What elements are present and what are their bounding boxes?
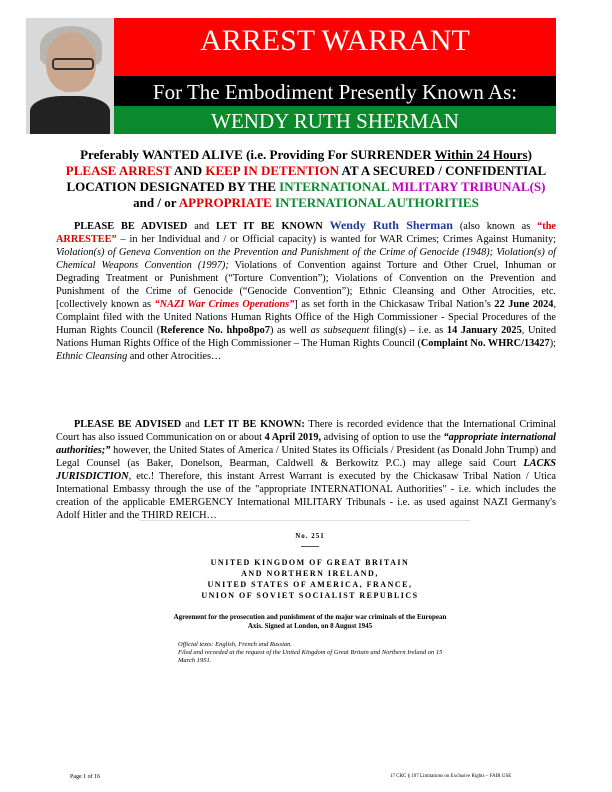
- treaty-note: Filed and recorded at the request of the United Kingdom of Great Britain and Northern Ireland on 15 March 1951.: [178, 649, 443, 664]
- headline-underlined: Within 24 Hours: [434, 147, 528, 162]
- photo-shoulders: [30, 96, 110, 134]
- para1-italic: Ethnic Cleansing: [56, 351, 128, 362]
- para1-date2: 14 January 2025: [446, 325, 522, 336]
- headline-text: Preferably WANTED ALIVE (i.e. Providing For SURRENDER: [80, 147, 435, 162]
- para2-text: There is recorded evidence that the International Criminal Court has also issued Communication on or about: [56, 419, 557, 443]
- headline-line4: [40, 195, 572, 211]
- treaty-nation-line: UNITED STATES OF AMERICA, FRANCE,: [207, 580, 413, 589]
- treaty-note: Official texts: English, French and Russian.: [178, 641, 293, 648]
- footer-note: 17 CRC § 107 Limitations on Exclusive Rights – FAIR USE: [390, 774, 512, 779]
- para1-text: – in her Individual and / or Official capacity) is wanted for WAR Crimes; Crimes Against Humanity;: [116, 234, 556, 245]
- headline-text: ): [527, 147, 532, 162]
- para2-known: LET IT BE KNOWN:: [203, 419, 305, 430]
- para1-text: , United Nations Human Rights Office of the High Commissioner – The Human Rights Council (: [56, 325, 556, 349]
- treaty-nations: [170, 557, 450, 601]
- treaty-number: No. 251: [295, 532, 325, 540]
- treaty-rule: [301, 546, 319, 547]
- para1-text: (also known as: [452, 221, 538, 232]
- para1-advised: PLEASE BE ADVISED: [74, 221, 188, 232]
- para1-ref: Reference No. hhpo8po7: [160, 325, 270, 336]
- para1-text: ) as well: [269, 325, 311, 336]
- para1-date1: 22 June 2024: [494, 299, 554, 310]
- headline-text: AT A SECURED / CONFIDENTIAL: [339, 163, 547, 178]
- banner-title: ARREST WARRANT: [200, 24, 470, 57]
- para1-complaint: Complaint No. WHRC/13427: [420, 338, 550, 349]
- treaty-nation-line: UNION OF SOVIET SOCIALIST REPUBLICS: [201, 591, 419, 600]
- headline-green: INTERNATIONAL AUTHORITIES: [271, 195, 479, 210]
- para1-italic: Violation(s) of Geneva Convention on the Prevention and Punishment of the Crime of Genocide (1948); Violation(s) of Chemical Weapons Convention (1997);: [56, 247, 556, 271]
- divider: [140, 520, 470, 521]
- para2-advised: PLEASE BE ADVISED: [74, 419, 182, 430]
- treaty-nation-line: AND NORTHERN IRELAND,: [241, 569, 379, 578]
- headline-red: PLEASE ARREST: [65, 163, 172, 178]
- banner-name: WENDY RUTH SHERMAN: [211, 109, 459, 133]
- paragraph-2: [56, 418, 556, 522]
- banner-subtitle: For The Embodiment Presently Known As:: [152, 80, 518, 104]
- para1-text: [323, 221, 330, 232]
- para1-text: filing(s) – i.e. as: [369, 325, 447, 336]
- para2-text: however, the United States of America / United States its Officials / President (as Donald John Trump) and Legal Counsel (as Baker, Donelson, Bearman, Caldwell & Berkowitz P.C.) may allege said Court: [56, 445, 556, 469]
- page-number: Page 1 of 16: [70, 774, 101, 780]
- para1-text: and other Atrocities…: [127, 351, 222, 362]
- para1-arrestee: “the ARRESTEE”: [56, 221, 556, 245]
- para1-text: );: [549, 338, 556, 349]
- para1-name: Wendy Ruth Sherman: [329, 218, 453, 232]
- para2-lacks: LACKS JURISDICTION: [56, 458, 556, 482]
- para1-text: , Complaint filed with the United Nations Human Rights Office of the High Commissioner - Special Procedures of the Human Rights Council (: [56, 299, 557, 336]
- headline-red: APPROPRIATE: [178, 195, 272, 210]
- para1-italic: as subsequent: [310, 325, 370, 336]
- headline-green: INTERNATIONAL: [279, 179, 389, 194]
- headline-text: AND: [171, 163, 206, 178]
- headline-text: LOCATION DESIGNATED BY THE: [66, 179, 280, 194]
- para1-text: and: [187, 221, 217, 232]
- headline: [40, 147, 572, 211]
- treaty-nation-line: UNITED KINGDOM OF GREAT BRITAIN: [210, 558, 410, 567]
- headline-line1: [40, 147, 572, 163]
- para2-text: and: [181, 419, 204, 430]
- para1-text: ] as set forth in the Chickasaw Tribal Nation’s: [294, 299, 495, 310]
- treaty-excerpt: [170, 532, 450, 665]
- para1-known: LET IT BE KNOWN: [216, 221, 323, 232]
- para1-nazi: “NAZI War Crimes Operations”: [154, 299, 295, 310]
- headline-magenta: MILITARY TRIBUNAL(S): [388, 179, 546, 194]
- para2-quote: “appropriate international authorities;”: [56, 432, 556, 456]
- para1-text: Violations of Convention against Torture and Other Cruel, Inhuman or Degrading Treatment or Punishment (“Torture Convention”); Violations of Convention on the Prevention and Punishment of the Crime of Genocide (“Genocide Convention”); Ethnic Cleansing and Other Atrocities, etc. [collectively known as: [56, 260, 557, 310]
- banner: [26, 18, 556, 134]
- headline-red: KEEP IN DETENTION: [205, 163, 339, 178]
- para2-text: , etc.! Therefore, this instant Arrest Warrant is executed by the Chickasaw Tribal Nation / Utica International Embassy through the use of the "appropriate INTERNATIONAL Authorities" - i.e. which includes the creation of the applicable EMERGENCY International MILITARY Tribunals - i.e. as used against NAZI Germany's Adolf Hitler and the THIRD REICH…: [56, 471, 556, 521]
- portrait-photo: [26, 18, 114, 134]
- para2-text: advising of option to use the: [321, 432, 444, 443]
- paragraph-1: [56, 219, 556, 363]
- treaty-notes: [170, 641, 450, 665]
- photo-glasses: [52, 58, 94, 70]
- treaty-agreement: Agreement for the prosecution and punishment of the major war criminals of the European Axis. Signed at London, on 8 August 1945: [173, 613, 447, 630]
- para2-date: 4 April 2019,: [264, 432, 322, 443]
- headline-line3: [40, 179, 572, 195]
- headline-text: and / or: [133, 195, 179, 210]
- headline-line2: [40, 163, 572, 179]
